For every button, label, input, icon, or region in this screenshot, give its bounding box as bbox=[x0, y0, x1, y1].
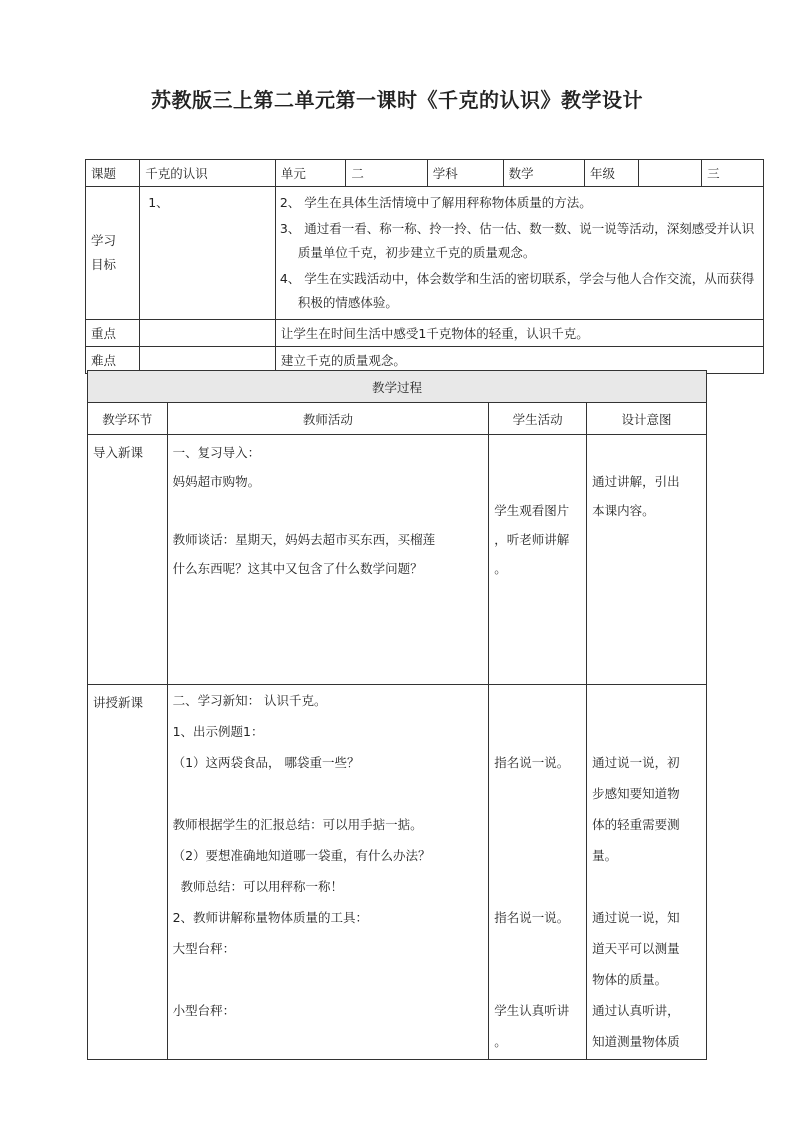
process-columns-row bbox=[88, 403, 707, 435]
goal-item: 3、 通过看一看、称一称、拎一拎、估一估、数一数、说一说等活动，深刻感受并认识质量单位千克，初步建立千克的质量观念。 bbox=[279, 221, 755, 260]
column-stage: 教学环节 bbox=[88, 403, 168, 435]
document-title: 苏教版三上第二单元第一课时《千克的认识》教学设计 bbox=[151, 88, 643, 112]
column-student: 学生活动 bbox=[489, 403, 587, 435]
column-teacher: 教师活动 bbox=[167, 403, 489, 435]
grade-value: 三 bbox=[702, 160, 764, 187]
goals-label: 学习 目标 bbox=[86, 187, 140, 320]
unit-value: 二 bbox=[346, 160, 427, 187]
teacher-activity-new-lesson: 二、学习新知： 认识千克。 1、出示例题1： （1）这两袋食品， 哪袋重一些？ 教师根据学生的汇报总结：可以用手掂一掂。 （2）要想准确地知道哪一袋重，有什么办法？ 教师总结：可以用秤称一称！ 2、教师讲解称量物体质量的工具： 大型台秤： 小型台秤： bbox=[167, 685, 489, 1060]
goals-list bbox=[275, 187, 763, 320]
teacher-activity-intro: 一、复习导入： 妈妈超市购物。 教师谈话：星期天，妈妈去超市买东西，买榴莲 什么东西呢？这其中又包含了什么数学问题？ bbox=[167, 435, 489, 685]
topic-value: 千克的认识 bbox=[140, 160, 276, 187]
lesson-info-table bbox=[85, 159, 764, 374]
process-row-new-lesson bbox=[88, 685, 707, 1060]
info-row bbox=[86, 160, 764, 187]
student-activity-intro: 学生观看图片 ，听老师讲解 。 bbox=[489, 435, 587, 685]
key-point-text: 让学生在时间生活中感受1千克物体的轻重，认识千克。 bbox=[275, 320, 763, 347]
student-activity-new-lesson: 指名说一说。 指名说一说。 学生认真听讲 。 bbox=[489, 685, 587, 1060]
key-point-empty-cell bbox=[140, 320, 276, 347]
grade-empty-cell bbox=[639, 160, 702, 187]
key-point-label: 重点 bbox=[86, 320, 140, 347]
intent-intro: 通过讲解，引出 本课内容。 bbox=[587, 435, 707, 685]
teaching-process-table bbox=[87, 370, 707, 1060]
process-row-intro bbox=[88, 435, 707, 685]
unit-label: 单元 bbox=[275, 160, 346, 187]
grade-label: 年级 bbox=[584, 160, 638, 187]
intent-new-lesson: 通过说一说，初 步感知要知道物 体的轻重需要测 量。 通过说一说，知 道天平可以测量 物体的质量。 通过认真听讲， 知道测量物体质 bbox=[587, 685, 707, 1060]
goal-item: 2、 学生在具体生活情境中了解用秤称物体质量的方法。 bbox=[279, 195, 592, 210]
difficulty-label: 难点 bbox=[86, 347, 140, 374]
column-intent: 设计意图 bbox=[587, 403, 707, 435]
topic-label: 课题 bbox=[86, 160, 140, 187]
goals-number: 1、 bbox=[140, 187, 276, 320]
subject-value: 数学 bbox=[503, 160, 584, 187]
subject-label: 学科 bbox=[427, 160, 503, 187]
stage-new-lesson: 讲授新课 bbox=[88, 685, 168, 1060]
key-point-row bbox=[86, 320, 764, 347]
process-header: 教学过程 bbox=[88, 371, 707, 403]
goals-row bbox=[86, 187, 764, 320]
goal-item: 4、 学生在实践活动中，体会数学和生活的密切联系，学会与他人合作交流，从而获得积极的情感体验。 bbox=[279, 271, 755, 310]
process-header-row bbox=[88, 371, 707, 403]
difficulty-text: 建立千克的质量观念。 bbox=[275, 347, 763, 374]
stage-intro: 导入新课 bbox=[88, 435, 168, 685]
